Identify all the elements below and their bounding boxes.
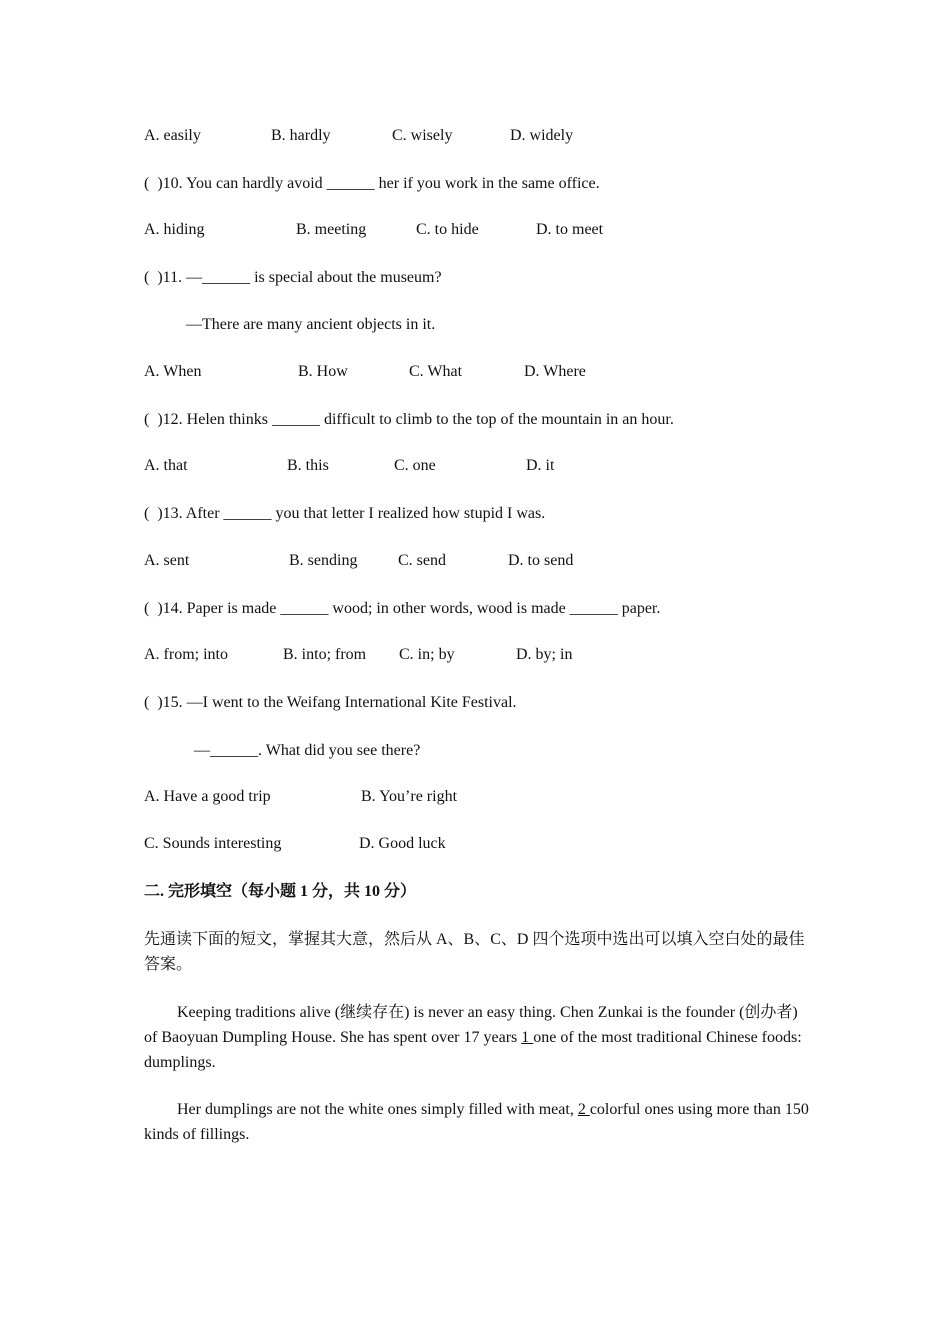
q12-stem: ( )12. Helen thinks ______ difficult to climb to the top of the mountain in an hour.: [144, 411, 674, 428]
passage-paragraph-1: [144, 1000, 809, 1075]
q15-option-c: C. Sounds interesting: [144, 835, 282, 852]
q14-option-d: D. by; in: [516, 646, 573, 663]
q13-option-d: D. to send: [508, 552, 574, 569]
q13-option-a: A. sent: [144, 552, 190, 569]
q12-option-c: C. one: [394, 457, 436, 474]
q15-stem: ( )15. —I went to the Weifang International Kite Festival.: [144, 694, 517, 711]
q11-option-d: D. Where: [524, 363, 586, 380]
q13-option-b: B. sending: [289, 552, 358, 569]
q14-option-c: C. in; by: [399, 646, 455, 663]
q10-option-d: D. to meet: [536, 221, 604, 238]
paragraph-2-text-after: colorful ones using more than 150 kinds of fillings.: [144, 1101, 809, 1143]
q15-reply: —______. What did you see there?: [194, 742, 421, 759]
section-heading: 二. 完形填空（每小题 1 分，共 10 分）: [144, 883, 417, 900]
q9-option-c: C. wisely: [392, 127, 453, 144]
paragraph-1-text-before: Keeping traditions alive (继续存在) is never an easy thing. Chen Zunkai is the founder (创办者) of Baoyuan Dumpling House. She has spent over 17 years: [144, 1004, 798, 1046]
q11-stem: ( )11. —______ is special about the museum?: [144, 269, 442, 286]
q11-option-c: C. What: [409, 363, 463, 380]
q14-option-b: B. into; from: [283, 646, 367, 663]
passage-paragraph-2: [144, 1097, 809, 1147]
paragraph-2-text-before: Her dumplings are not the white ones simply filled with meat,: [177, 1101, 578, 1118]
q15-option-a: A. Have a good trip: [144, 788, 271, 805]
q12-option-b: B. this: [287, 457, 329, 474]
q9-option-b: B. hardly: [271, 127, 331, 144]
q13-option-c: C. send: [398, 552, 446, 569]
q13-stem: ( )13. After ______ you that letter I realized how stupid I was.: [144, 505, 546, 522]
q14-stem: ( )14. Paper is made ______ wood; in other words, wood is made ______ paper.: [144, 600, 661, 617]
q15-option-b: B. You’re right: [361, 788, 458, 805]
section-instructions: 先通读下面的短文，掌握其大意，然后从 A、B、C、D 四个选项中选出可以填入空白处的最佳答案。: [144, 931, 805, 973]
q10-option-b: B. meeting: [296, 221, 367, 238]
q9-option-a: A. easily: [144, 127, 201, 144]
q10-option-c: C. to hide: [416, 221, 479, 238]
q10-stem: ( )10. You can hardly avoid ______ her if you work in the same office.: [144, 175, 600, 192]
q11-option-a: A. When: [144, 363, 202, 380]
q12-option-d: D. it: [526, 457, 555, 474]
blank-1: 1: [521, 1029, 534, 1046]
q10-option-a: A. hiding: [144, 221, 205, 238]
blank-2: 2: [577, 1101, 590, 1118]
q11-option-b: B. How: [298, 363, 348, 380]
paragraph-1-text-after: one of the most traditional Chinese foods: dumplings.: [144, 1029, 802, 1071]
q9-option-d: D. widely: [510, 127, 574, 144]
q14-option-a: A. from; into: [144, 646, 228, 663]
q12-option-a: A. that: [144, 457, 188, 474]
q15-option-d: D. Good luck: [359, 835, 446, 852]
q11-reply: —There are many ancient objects in it.: [186, 316, 436, 333]
